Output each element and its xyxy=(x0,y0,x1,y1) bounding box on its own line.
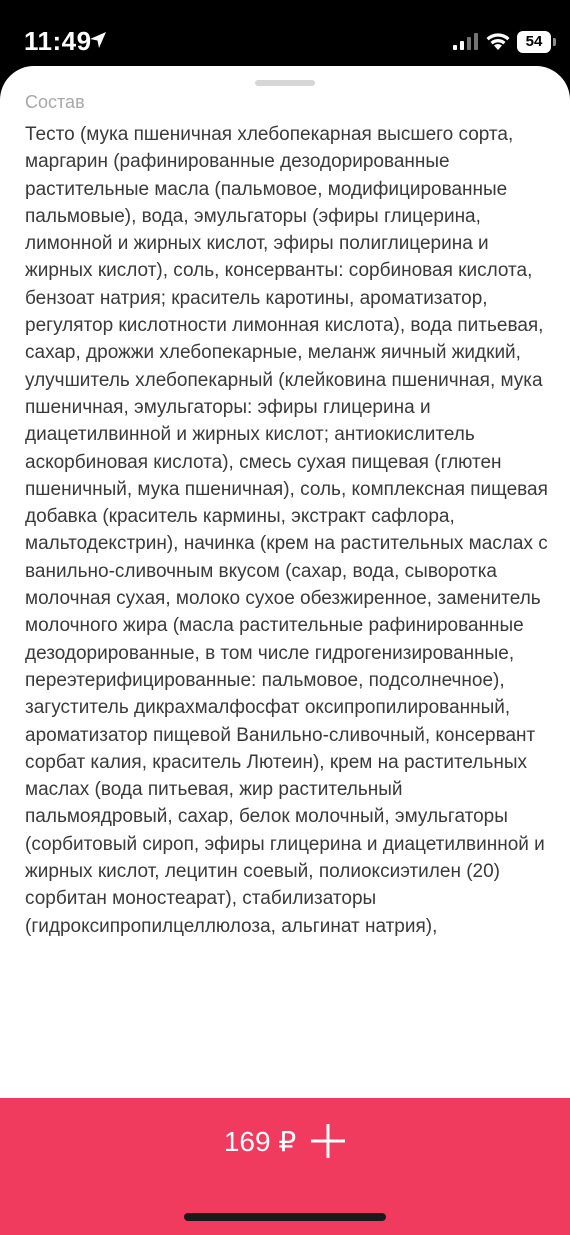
sheet-grabber[interactable] xyxy=(255,80,315,86)
location-arrow-icon xyxy=(88,30,108,50)
battery-cap xyxy=(553,38,556,46)
battery-level: 54 xyxy=(525,33,543,50)
composition-sheet xyxy=(0,66,570,1235)
price-label: 169 ₽ xyxy=(223,1125,297,1157)
plus-icon xyxy=(310,1123,346,1159)
bottom-action-bar xyxy=(0,1098,570,1235)
battery-icon xyxy=(517,31,551,53)
composition-heading: Состав xyxy=(25,92,85,112)
composition-text: Тесто (мука пшеничная хлебопекарная высшего сорта, маргарин (рафинированные дезодорированные растительные масла (пальмовое, модифицированные пальмовые), вода, эмульгаторы (эфиры глицерина, лимонной и жирных кислот, эфиры полиглицерина и жирных кислот), соль, консерванты: сорбиновая кислота, бензоат натрия; краситель каротины, ароматизатор, регулятор кислотности лимонная кислота), вода питьевая, сахар, дрожжи хлебопекарные, меланж яичный жидкий, улучшитель хлебопекарный (клейковина пшеничная, мука пшеничная, эмульгаторы: эфиры глицерина и диацетилвинной и жирных кислот; антиокислитель аскорбиновая кислота), смесь сухая пищевая (глютен пшеничный, мука пшеничная), соль, комплексная пищевая добавка (краситель кармины, экстракт сафлора, мальтодекстрин), начинка (крем на растительных маслах с ванильно-сливочным вкусом (сахар, вода, сыворотка молочная сухая, молоко сухое обезжиренное, заменитель молочного жира (масла растительные рафинированные дезодорированные, в том числе гидрогенизированные, переэтерифицированные: пальмовое, подсолнечное), загуститель дикрахмалфосфат оксипропилированный, ароматизатор пищевой Ванильно-сливочный, консервант сорбат калия, краситель Лютеин), крем на растительных маслах (вода питьевая, жир растительный пальмоядровый, сахар, белок молочный, эмульгаторы (сорбитовый сироп, эфиры глицерина и диацетилвинной и жирных кислот, лецитин соевый, полиоксиэтилен (20) сорбитан моностеарат), стабилизаторы (гидроксипропилцеллюлоза, альгинат натрия), xyxy=(25,124,548,937)
home-indicator[interactable] xyxy=(184,1213,386,1221)
cellular-signal-icon xyxy=(452,32,478,52)
status-time: 11:49 xyxy=(24,26,92,56)
add-to-cart-button[interactable] xyxy=(200,1116,370,1166)
wifi-icon xyxy=(484,30,512,52)
status-bar xyxy=(0,0,570,66)
